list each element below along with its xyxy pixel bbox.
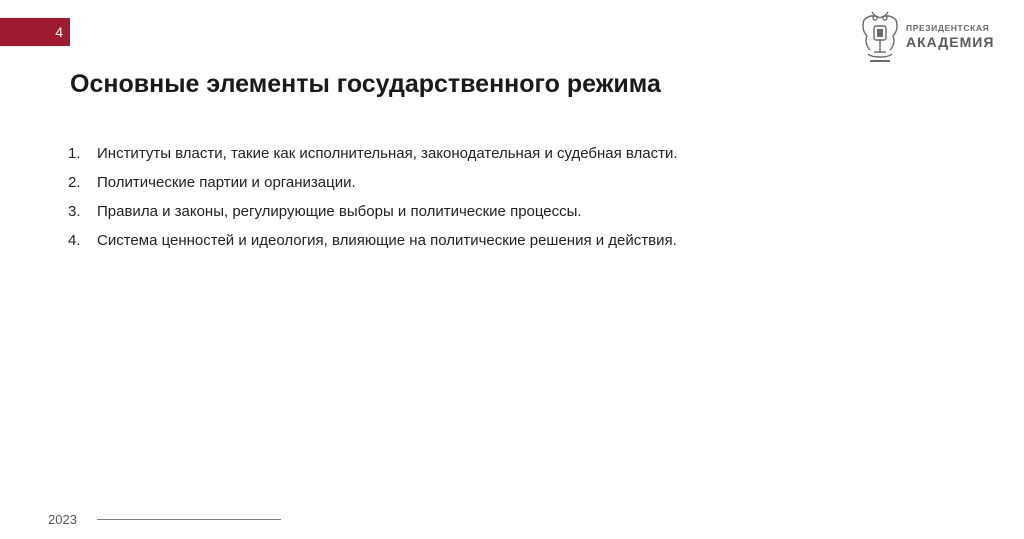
page-number: 4	[55, 24, 63, 40]
list-item-number: 3.	[68, 203, 81, 220]
list-item-number: 1.	[68, 145, 81, 162]
list-item-number: 4.	[68, 232, 81, 249]
list-item-text: Институты власти, такие как исполнительная, законодательная и судебная власти.	[97, 145, 678, 162]
slide-title: Основные элементы государственного режима	[70, 70, 661, 98]
list-item-text: Система ценностей и идеология, влияющие на политические решения и действия.	[97, 232, 677, 249]
list-item-text: Политические партии и организации.	[97, 174, 356, 191]
footer-year: 2023	[48, 512, 77, 527]
eagle-emblem-icon	[858, 8, 902, 66]
academy-logo	[858, 8, 998, 66]
logo-text-line1: ПРЕЗИДЕНТСКАЯ	[906, 23, 990, 33]
footer-divider	[97, 519, 281, 520]
page-number-badge	[0, 18, 70, 46]
logo-text-line2: АКАДЕМИЯ	[906, 34, 995, 50]
list-item-text: Правила и законы, регулирующие выборы и политические процессы.	[97, 203, 582, 220]
list-item-number: 2.	[68, 174, 81, 191]
